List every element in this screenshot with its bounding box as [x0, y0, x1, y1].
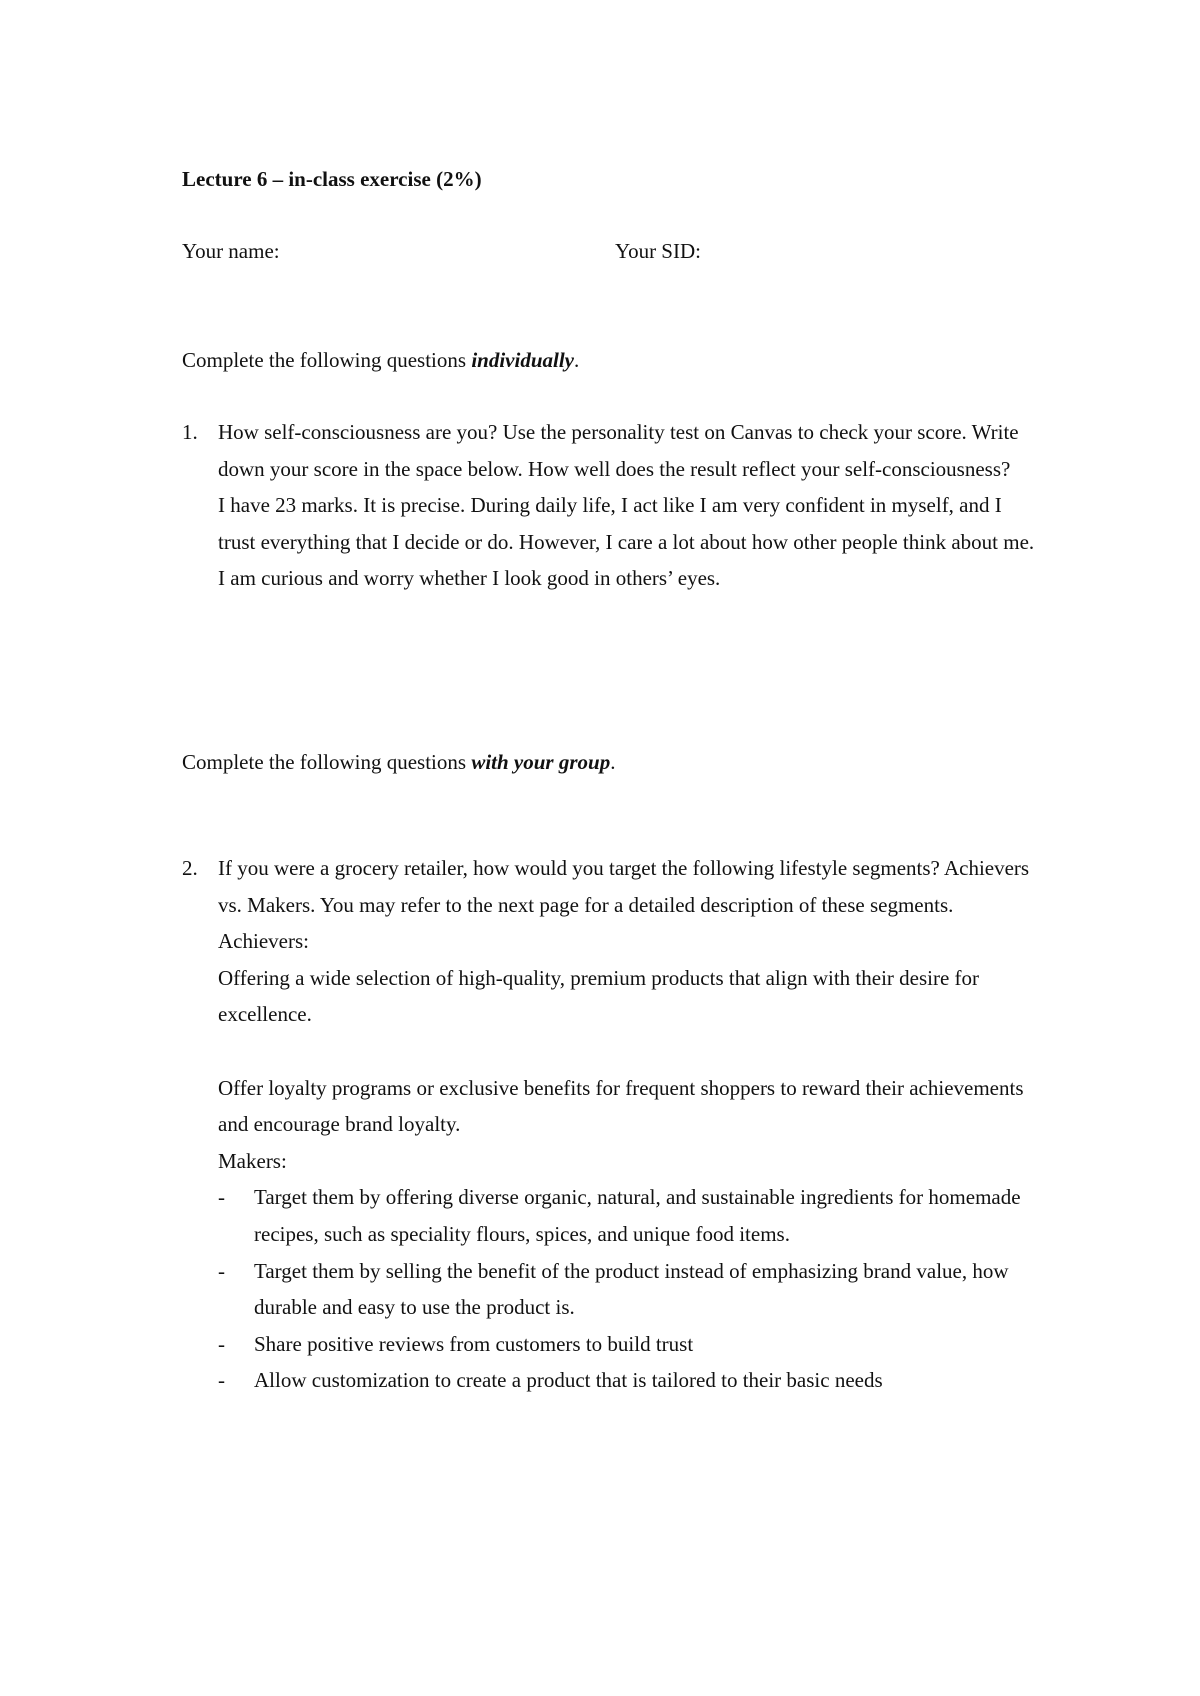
individual-instruction — [182, 342, 579, 378]
instruction-suffix: . — [610, 750, 616, 774]
bullet-marker: - — [218, 1368, 225, 1393]
name-field-label: Your name: — [182, 239, 280, 263]
achievers-label: Achievers: — [218, 929, 309, 954]
question-body — [218, 850, 1038, 1399]
page-title: Lecture 6 – in-class exercise (2%) — [182, 167, 482, 191]
bullet-text: Share positive reviews from customers to build trust — [254, 1331, 694, 1356]
question-2 — [182, 850, 1042, 1399]
sid-field-label: Your SID: — [615, 239, 701, 263]
bullet-marker: - — [218, 1258, 225, 1283]
instruction-emphasis: with your group — [471, 750, 611, 774]
bullet-marker: - — [218, 1185, 225, 1210]
question-number: 1. — [182, 420, 198, 444]
bullet-text: Target them by offering diverse organic, natural, and sustainable ingredients for homemade recipes, such as speciality flours, spices, and unique food items. — [254, 1185, 1021, 1246]
makers-bullet-list — [218, 1179, 1038, 1399]
question-body — [218, 414, 1038, 597]
question-answer: I have 23 marks. It is precise. During daily life, I act like I am very confident in myself, and I trust everything that I decide or do. However, I care a lot about how other people think about me. I am curious and worry whether I look good in others’ eyes. — [218, 493, 1035, 591]
makers-label: Makers: — [218, 1148, 287, 1173]
instruction-emphasis: individually — [471, 348, 574, 372]
makers-bullet-item — [218, 1362, 1038, 1399]
question-prompt: If you were a grocery retailer, how would you target the following lifestyle segments? Achievers vs. Makers. You may refer to the next page for a detailed description of these segments. — [218, 856, 1030, 917]
blank-line — [218, 1033, 1038, 1070]
instruction-suffix: . — [574, 348, 580, 372]
makers-bullet-item — [218, 1326, 1038, 1363]
instruction-text: Complete the following questions — [182, 348, 472, 372]
instruction-text: Complete the following questions — [182, 750, 472, 774]
question-1 — [182, 414, 1042, 597]
question-prompt: How self-consciousness are you? Use the personality test on Canvas to check your score. Write down your score in the space below. How well does the result reflect your self-consciousness? — [218, 420, 1019, 481]
makers-bullet-item — [218, 1253, 1038, 1326]
group-instruction — [182, 744, 615, 780]
makers-bullet-item — [218, 1179, 1038, 1252]
question-number: 2. — [182, 856, 198, 880]
achievers-paragraph: Offer loyalty programs or exclusive benefits for frequent shoppers to reward their achievements and encourage brand loyalty. — [218, 1075, 1024, 1137]
bullet-marker: - — [218, 1331, 225, 1356]
bullet-text: Target them by selling the benefit of the product instead of emphasizing brand value, how durable and easy to use the product is. — [254, 1258, 1009, 1320]
achievers-paragraph: Offering a wide selection of high-quality, premium products that align with their desire for excellence. — [218, 965, 980, 1027]
bullet-text: Allow customization to create a product that is tailored to their basic needs — [254, 1368, 883, 1393]
